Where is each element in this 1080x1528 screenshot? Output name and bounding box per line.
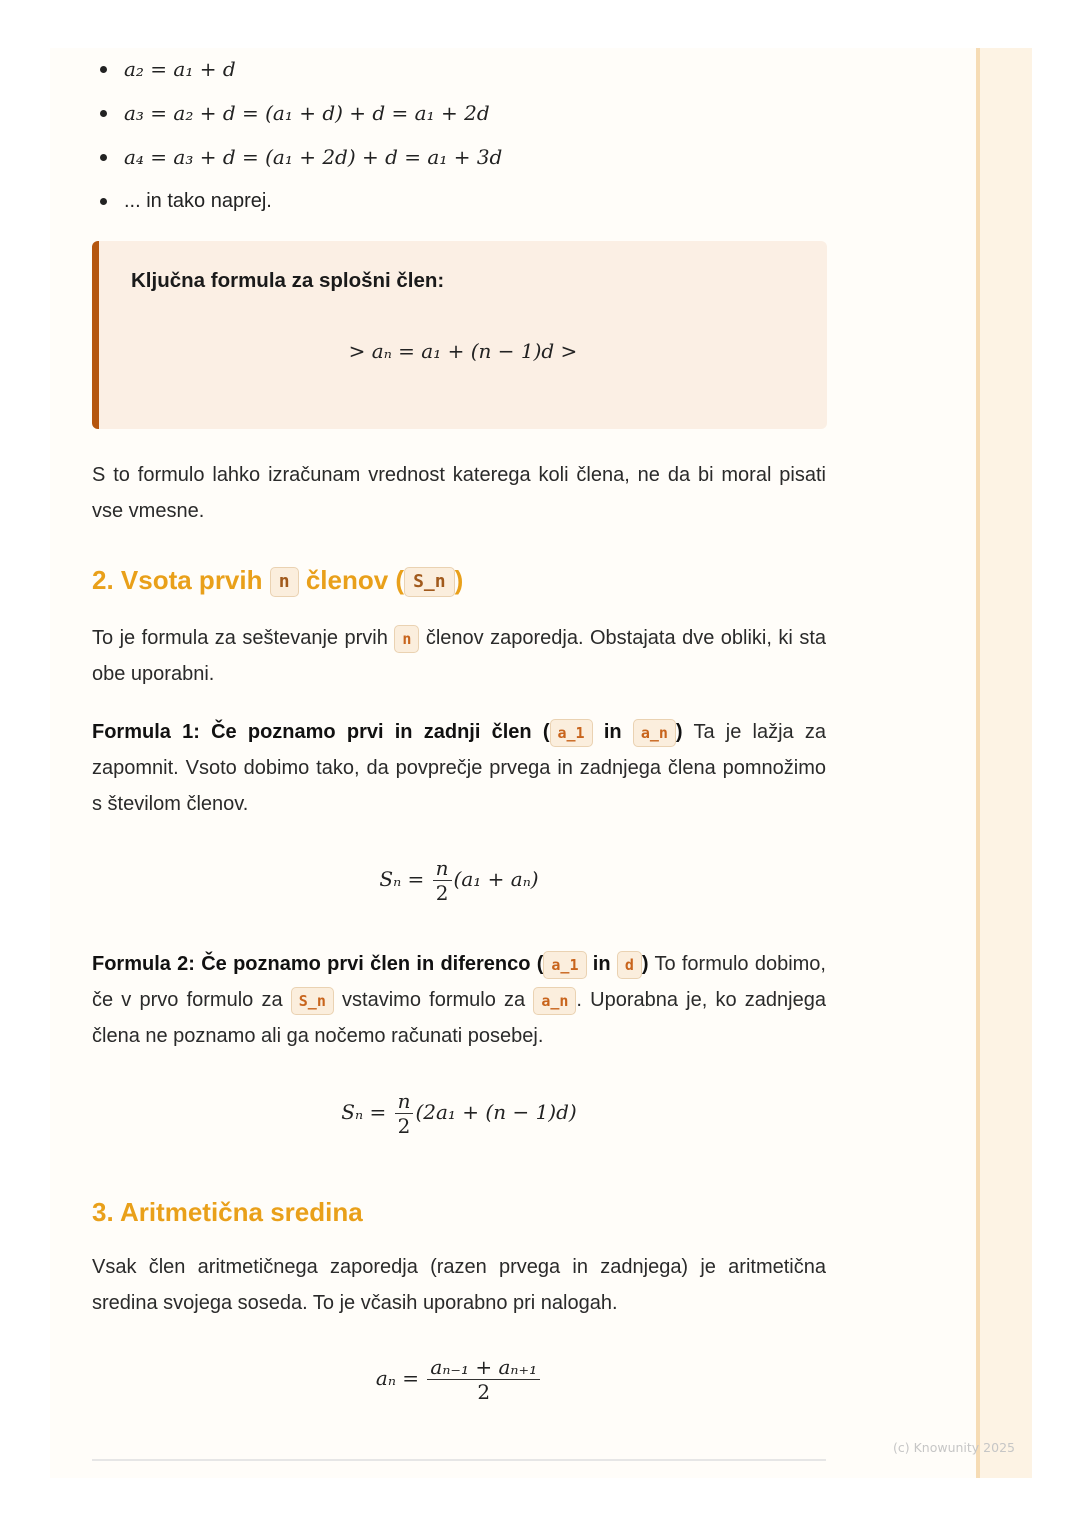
- paragraph-formula-1: [92, 714, 826, 822]
- callout-title: Ključna formula za splošni člen:: [131, 269, 445, 292]
- paragraph-text: Ta je lažja za zapomnit. Vsoto dobimo tako, da povprečje prvega in zadnjega člena pomnožimo s številom členov.: [92, 721, 827, 815]
- formula-rhs: (2a₁ + (n − 1)d): [415, 1100, 577, 1124]
- paragraph-text: To formulo dobimo, če v prvo formulo za: [92, 953, 826, 1011]
- sum-formula-1: [92, 856, 826, 905]
- formula-rhs: (a₁ + aₙ): [453, 867, 539, 891]
- code-chip-d: d: [617, 951, 642, 979]
- fraction: [433, 856, 452, 905]
- copyright-footer: (c) Knowunity 2025: [893, 1440, 1015, 1455]
- code-chip-n: n: [394, 625, 419, 653]
- list-item: [92, 96, 502, 140]
- paragraph-text: členov zaporedja. Obstajata dve obliki, ki sta obe uporabni.: [92, 627, 827, 685]
- heading-text: členov (: [305, 565, 405, 595]
- formula-a3: a₃ = a₂ + d = (a₁ + d) + d = a₁ + 2d: [124, 101, 490, 125]
- fraction-denominator: 2: [477, 1380, 491, 1404]
- fraction-numerator: aₙ₋₁ + aₙ₊₁: [427, 1355, 540, 1380]
- paragraph-sum-intro: [92, 620, 826, 692]
- general-term-formula: > aₙ = a₁ + (n − 1)d >: [348, 339, 578, 363]
- fraction-numerator: n: [433, 856, 452, 881]
- paragraph-text: S to formulo lahko izračunam vrednost katerega koli člena, ne da bi moral pisati vse vmesne.: [92, 464, 826, 522]
- code-chip-sn: S_n: [404, 567, 455, 597]
- section-heading-arithmetic-mean: 3. Aritmetična sredina: [92, 1197, 363, 1227]
- code-chip-an: a_n: [533, 987, 576, 1015]
- sum-formula-2: [92, 1089, 826, 1138]
- recursion-list: [92, 52, 502, 228]
- code-chip-a1: a_1: [550, 719, 593, 747]
- code-chip-n: n: [270, 567, 299, 597]
- formula-a2: a₂ = a₁ + d: [124, 57, 236, 81]
- paragraph-general-term: [92, 457, 826, 529]
- paragraph-text: Vsak člen aritmetičnega zaporedja (razen prvega in zadnjega) je aritmetična sredina svojega soseda. To je včasih uporabno pri nalogah.: [92, 1256, 826, 1314]
- formula-2-label: ): [641, 953, 649, 975]
- paragraph-arithmetic-mean: [92, 1249, 826, 1321]
- page-side-strip: [976, 48, 1032, 1478]
- heading-text: 2. Vsota prvih: [92, 565, 263, 595]
- list-item: [92, 184, 502, 228]
- bottom-divider: [92, 1459, 826, 1461]
- key-formula-callout: [92, 241, 827, 429]
- paragraph-text: vstavimo formulo za: [342, 989, 526, 1011]
- list-continuation-text: ... in tako naprej.: [124, 190, 272, 212]
- list-item: [92, 140, 502, 184]
- formula-1-label: Formula 1: Če poznamo prvi in zadnji člen (: [92, 721, 550, 743]
- section-heading-sum: [92, 565, 463, 597]
- formula-1-label: in: [603, 721, 622, 743]
- formula-lhs: Sₙ =: [379, 867, 425, 891]
- formula-lhs: Sₙ =: [341, 1100, 387, 1124]
- formula-lhs: aₙ =: [375, 1366, 420, 1390]
- arithmetic-mean-formula: [92, 1355, 826, 1404]
- formula-2-label: Formula 2: Če poznamo prvi člen in diferenco (: [92, 953, 544, 975]
- fraction-numerator: n: [395, 1089, 414, 1114]
- code-chip-an: a_n: [633, 719, 676, 747]
- code-chip-a1: a_1: [543, 951, 586, 979]
- fraction: [395, 1089, 414, 1138]
- paragraph-formula-2: [92, 946, 826, 1054]
- fraction-denominator: 2: [397, 1114, 411, 1138]
- heading-text: ): [454, 565, 464, 595]
- formula-1-label: ): [675, 721, 683, 743]
- fraction: [427, 1355, 540, 1404]
- formula-a4: a₄ = a₃ + d = (a₁ + 2d) + d = a₁ + 3d: [124, 145, 503, 169]
- paragraph-text: To je formula za seštevanje prvih: [92, 627, 388, 649]
- code-chip-sn: S_n: [291, 987, 334, 1015]
- fraction-denominator: 2: [435, 881, 449, 905]
- list-item: [92, 52, 502, 96]
- paragraph-text: . Uporabna je, ko zadnjega člena ne poznamo ali ga nočemo računati posebej.: [92, 989, 826, 1047]
- formula-2-label: in: [592, 953, 611, 975]
